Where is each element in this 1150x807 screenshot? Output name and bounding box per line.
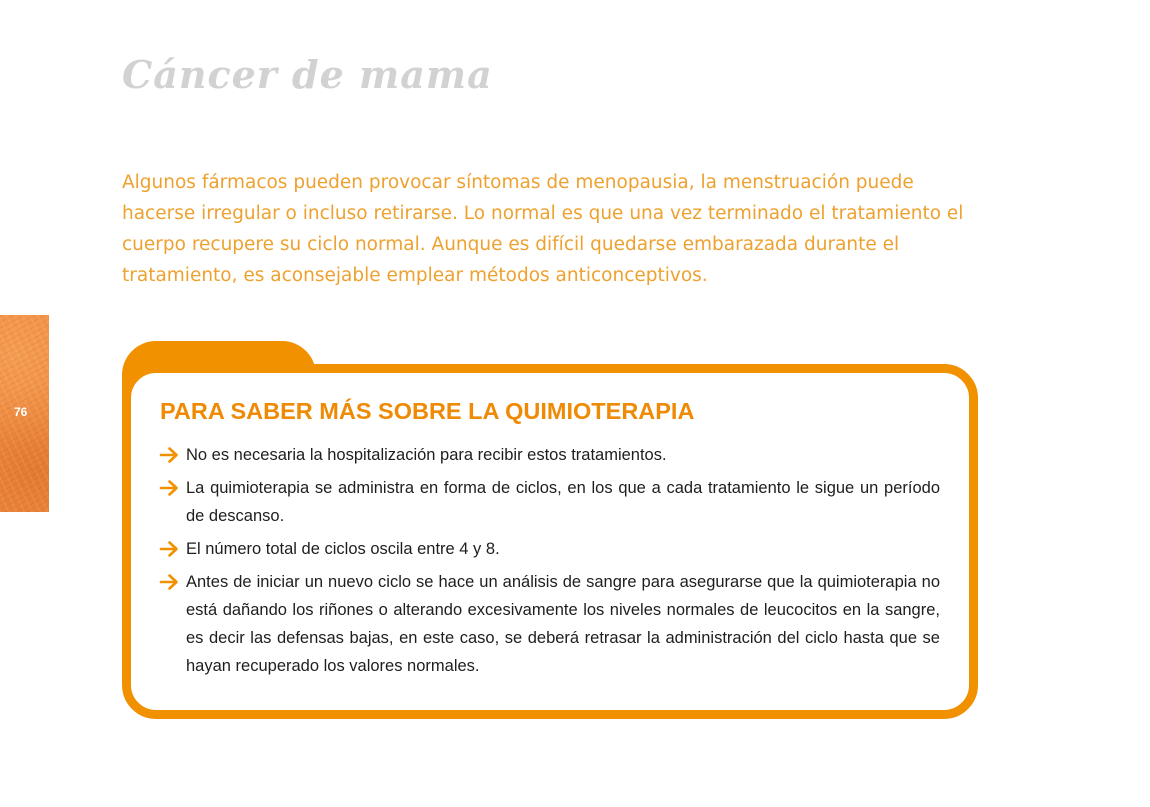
info-box-title: PARA SABER MÁS SOBRE LA QUIMIOTERAPIA <box>160 398 695 424</box>
list-item <box>160 474 940 530</box>
page-side-tab <box>0 315 49 512</box>
list-item-text: El número total de ciclos oscila entre 4 y 8. <box>186 540 500 558</box>
chapter-title: Cáncer de mama <box>122 52 493 97</box>
info-box <box>122 364 978 719</box>
list-item <box>160 568 940 680</box>
intro-paragraph: Algunos fármacos pueden provocar síntomas de menopausia, la menstruación puede hacerse irregular o incluso retirarse. Lo normal es que una vez terminado el tratamiento el cuerpo recupere su ciclo normal. Aunque es difícil quedarse embarazada durante el tratamiento, es aconsejable emplear métodos anticonceptivos. <box>122 172 964 286</box>
arrow-right-icon <box>159 573 180 591</box>
list-item-text: No es necesaria la hospitalización para recibir estos tratamientos. <box>186 446 667 464</box>
arrow-right-icon <box>159 540 180 558</box>
arrow-right-icon <box>159 446 180 464</box>
page-number: 76 <box>14 405 28 419</box>
list-item-text: Antes de iniciar un nuevo ciclo se hace un análisis de sangre para asegurarse que la quimioterapia no está dañando los riñones o alterando excesivamente los niveles normales de leucocitos en la sangre, es decir las defensas bajas, en este caso, se deberá retrasar la administración del ciclo hasta que se hayan recuperado los valores normales. <box>186 573 940 675</box>
arrow-right-icon <box>159 479 180 497</box>
bullet-list <box>160 441 940 680</box>
list-item-text: La quimioterapia se administra en forma de ciclos, en los que a cada tratamiento le sigue un período de descanso. <box>186 479 940 525</box>
list-item <box>160 535 940 563</box>
list-item <box>160 441 940 469</box>
